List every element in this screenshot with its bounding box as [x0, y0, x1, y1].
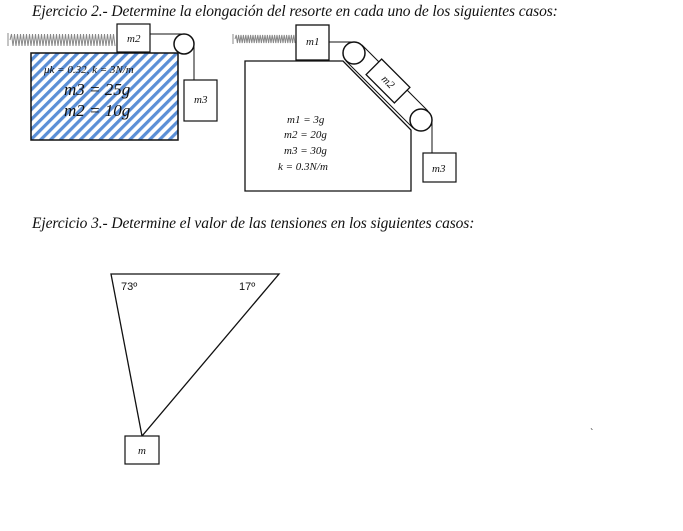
- case-a-friction-text: μk = 0.32, k = 3N/m: [44, 64, 134, 76]
- case-a-pulley: [174, 34, 194, 54]
- case-b-block-m3-label: m3: [432, 163, 446, 175]
- case-a-diagram: [8, 24, 217, 140]
- exercise3-diagram: [111, 274, 593, 464]
- exercise2-heading: Ejercicio 2.- Determine la elongación del resorte en cada uno de los siguientes casos:: [32, 3, 558, 20]
- case-b-block-m1-label: m1: [306, 36, 320, 48]
- case-b-value-k: k = 0.3N/m: [278, 161, 328, 173]
- case-a-m2-text: m2 = 10g: [64, 101, 131, 120]
- case-b-value-m2: m2 = 20g: [284, 129, 327, 141]
- case-a-spring: [8, 33, 115, 46]
- case-b-pulley-bottom: [410, 109, 432, 131]
- case-b-spring: [233, 34, 295, 44]
- case-a-m3-text: m3 = 25g: [64, 80, 131, 99]
- case-a-block-m3-label: m3: [194, 94, 208, 106]
- tension-triangle: [111, 274, 279, 436]
- case-b-diagram: [233, 25, 456, 191]
- angle-right-label: 17º: [239, 281, 256, 293]
- stray-mark: `: [589, 427, 593, 439]
- angle-left-label: 73º: [121, 281, 138, 293]
- case-b-value-m1: m1 = 3g: [287, 114, 325, 126]
- case-b-block-m2-label: m2: [378, 73, 397, 92]
- case-b-value-m3: m3 = 30g: [284, 145, 327, 157]
- hanging-mass-label: m: [138, 445, 146, 457]
- exercise3-heading: Ejercicio 3.- Determine el valor de las tensiones en los siguientes casos:: [32, 215, 475, 232]
- case-a-block-m2-label: m2: [127, 33, 141, 45]
